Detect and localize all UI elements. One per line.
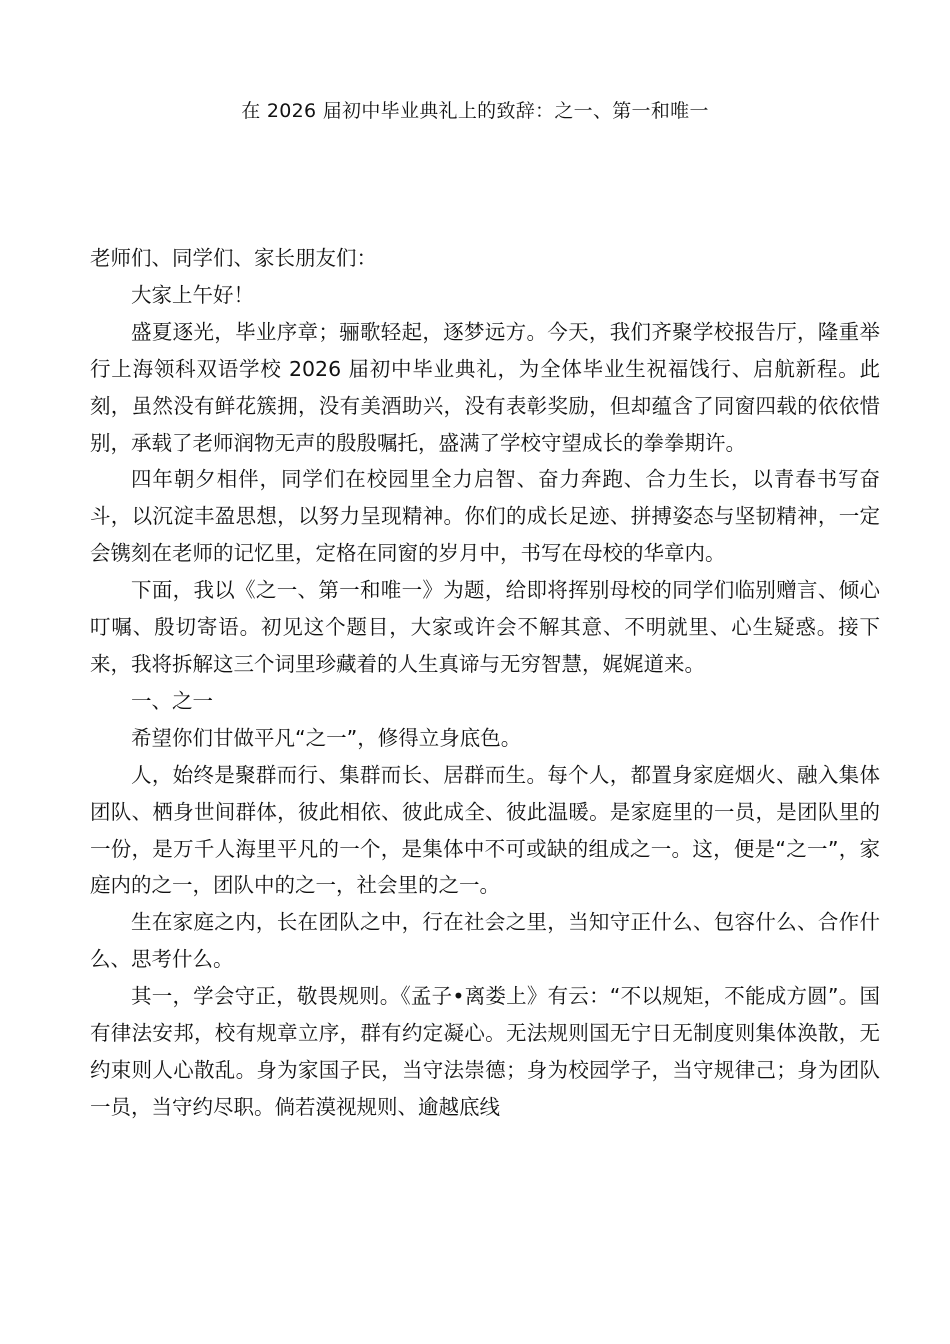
- paragraph: 其一，学会守正，敬畏规则。《孟子•离娄上》有云：“不以规矩，不能成方圆”。国有律法安邦，校有规章立序，群有约定凝心。无法规则国无宁日无制度则集体涣散，无约束则人心散乱。身为家国子民，当守法崇德；身为校园学子，当守规律己；身为团队一员，当守约尽职。倘若漠视规则、逾越底线: [90, 984, 880, 1119]
- paragraph: 生在家庭之内，长在团队之中，行在社会之里，当知守正什么、包容什么、合作什么、思考什么。: [90, 910, 880, 972]
- document-body: [90, 240, 880, 1126]
- greeting: 老师们、同学们、家长朋友们：: [90, 246, 377, 270]
- paragraph: 下面，我以《之一、第一和唯一》为题，给即将挥别母校的同学们临别赠言、倾心叮嘱、殷切寄语。初见这个题目，大家或许会不解其意、不明就里、心生疑惑。接下来，我将拆解这三个词里珍藏着的人生真谛与无穷智慧，娓娓道来。: [90, 578, 880, 676]
- paragraph: 人，始终是聚群而行、集群而长、居群而生。每个人，都置身家庭烟火、融入集体团队、栖身世间群体，彼此相依、彼此成全、彼此温暖。是家庭里的一员，是团队里的一份，是万千人海里平凡的一个，是集体中不可或缺的组成之一。这，便是“之一”，家庭内的之一，团队中的之一，社会里的之一。: [90, 762, 880, 898]
- paragraph: 盛夏逐光，毕业序章；骊歌轻起，逐梦远方。今天，我们齐聚学校报告厅，隆重举行上海领科双语学校 2026 届初中毕业典礼，为全体毕业生祝福饯行、启航新程。此刻，虽然没有鲜花簇拥，没有美酒助兴，没有表彰奖励，但却蕴含了同窗四载的依依惜别，承载了老师润物无声的殷殷嘱托，盛满了学校守望成长的拳拳期许。: [90, 319, 880, 455]
- section-heading: 一、之一: [131, 688, 213, 713]
- paragraph: 希望你们甘做平凡“之一”，修得立身底色。: [131, 725, 522, 750]
- paragraph: 四年朝夕相伴，同学们在校园里全力启智、奋力奔跑、合力生长，以青春书写奋斗，以沉淀丰盈思想，以努力呈现精神。你们的成长足迹、拼搏姿态与坚韧精神，一定会镌刻在老师的记忆里，定格在同窗的岁月中，书写在母校的华章内。: [90, 467, 880, 566]
- document-title: 在 2026 届初中毕业典礼上的致辞：之一、第一和唯一: [241, 100, 709, 122]
- paragraph: 大家上午好！: [131, 282, 254, 307]
